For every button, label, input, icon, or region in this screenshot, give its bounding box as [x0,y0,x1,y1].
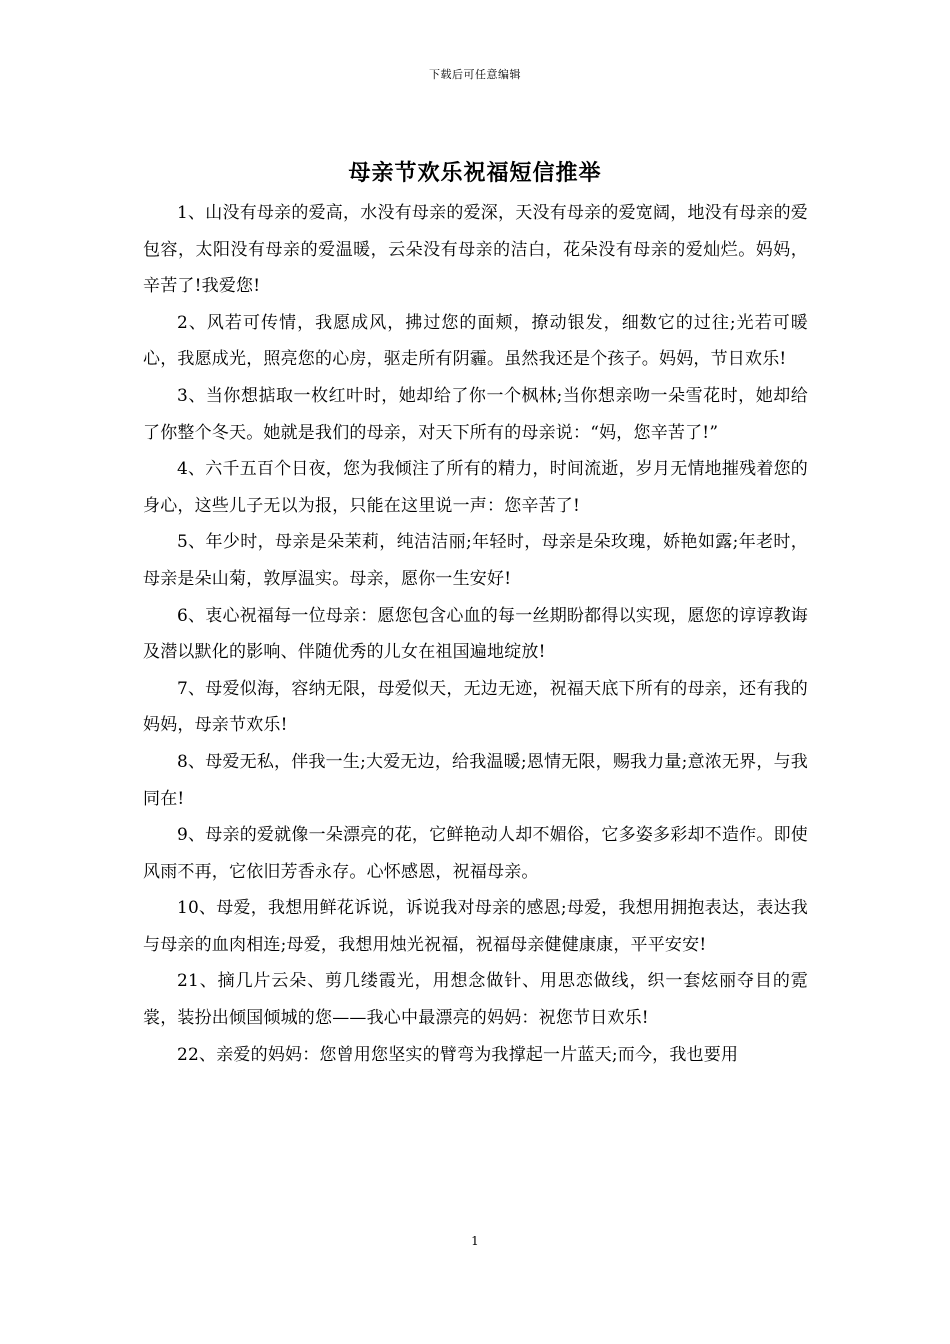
document-body [143,195,808,1073]
paragraph-6: 6、衷心祝福每一位母亲：愿您包含心血的每一丝期盼都得以实现，愿您的谆谆教诲及潜以默化的影响、伴随优秀的儿女在祖国遍地绽放! [143,605,808,663]
paragraph-2: 2、风若可传情，我愿成风，拂过您的面颊，撩动银发，细数它的过往;光若可暖心，我愿成光，照亮您的心房，驱走所有阴霾。虽然我还是个孩子。妈妈，节日欢乐! [143,312,808,370]
document-title: 母亲节欢乐祝福短信推举 [348,160,602,186]
paragraph-4: 4、六千五百个日夜，您为我倾注了所有的精力，时间流逝，岁月无情地摧残着您的身心，这些儿子无以为报，只能在这里说一声：您辛苦了! [143,459,808,516]
paragraph-8: 8、母爱无私，伴我一生;大爱无边，给我温暖;恩情无限，赐我力量;意浓无界，与我同在! [143,751,808,809]
paragraph-3: 3、当你想掂取一枚红叶时，她却给了你一个枫林;当你想亲吻一朵雪花时，她却给了你整个冬天。她就是我们的母亲，对天下所有的母亲说：“妈，您辛苦了!” [143,385,808,443]
paragraph-1: 1、山没有母亲的爱高，水没有母亲的爱深，天没有母亲的爱宽阔，地没有母亲的爱包容，太阳没有母亲的爱温暖，云朵没有母亲的洁白，花朵没有母亲的爱灿烂。妈妈，辛苦了!我爱您! [143,203,808,297]
header-note: 下载后可任意编辑 [429,68,521,81]
paragraph-21: 21、摘几片云朵、剪几缕霞光，用想念做针、用思恋做线，织一套炫丽夺目的霓裳，装扮出倾国倾城的您——我心中最漂亮的妈妈：祝您节日欢乐! [143,971,808,1029]
page-number: 1 [471,1234,479,1248]
paragraph-7: 7、母爱似海，容纳无限，母爱似天，无边无迹，祝福天底下所有的母亲，还有我的妈妈，母亲节欢乐! [143,678,808,736]
paragraph-22: 22、亲爱的妈妈：您曾用您坚实的臂弯为我撑起一片蓝天;而今，我也要用 [177,1044,739,1065]
paragraph-9: 9、母亲的爱就像一朵漂亮的花，它鲜艳动人却不媚俗，它多姿多彩却不造作。即使风雨不再，它依旧芳香永存。心怀感恩，祝福母亲。 [143,825,808,882]
paragraph-5: 5、年少时，母亲是朵茉莉，纯洁洁丽;年轻时，母亲是朵玫瑰，娇艳如露;年老时，母亲是朵山菊，敦厚温实。母亲，愿你一生安好! [143,532,808,589]
paragraph-10: 10、母爱，我想用鲜花诉说，诉说我对母亲的感恩;母爱，我想用拥抱表达，表达我与母亲的血肉相连;母爱，我想用烛光祝福，祝福母亲健健康康，平平安安! [143,898,808,955]
